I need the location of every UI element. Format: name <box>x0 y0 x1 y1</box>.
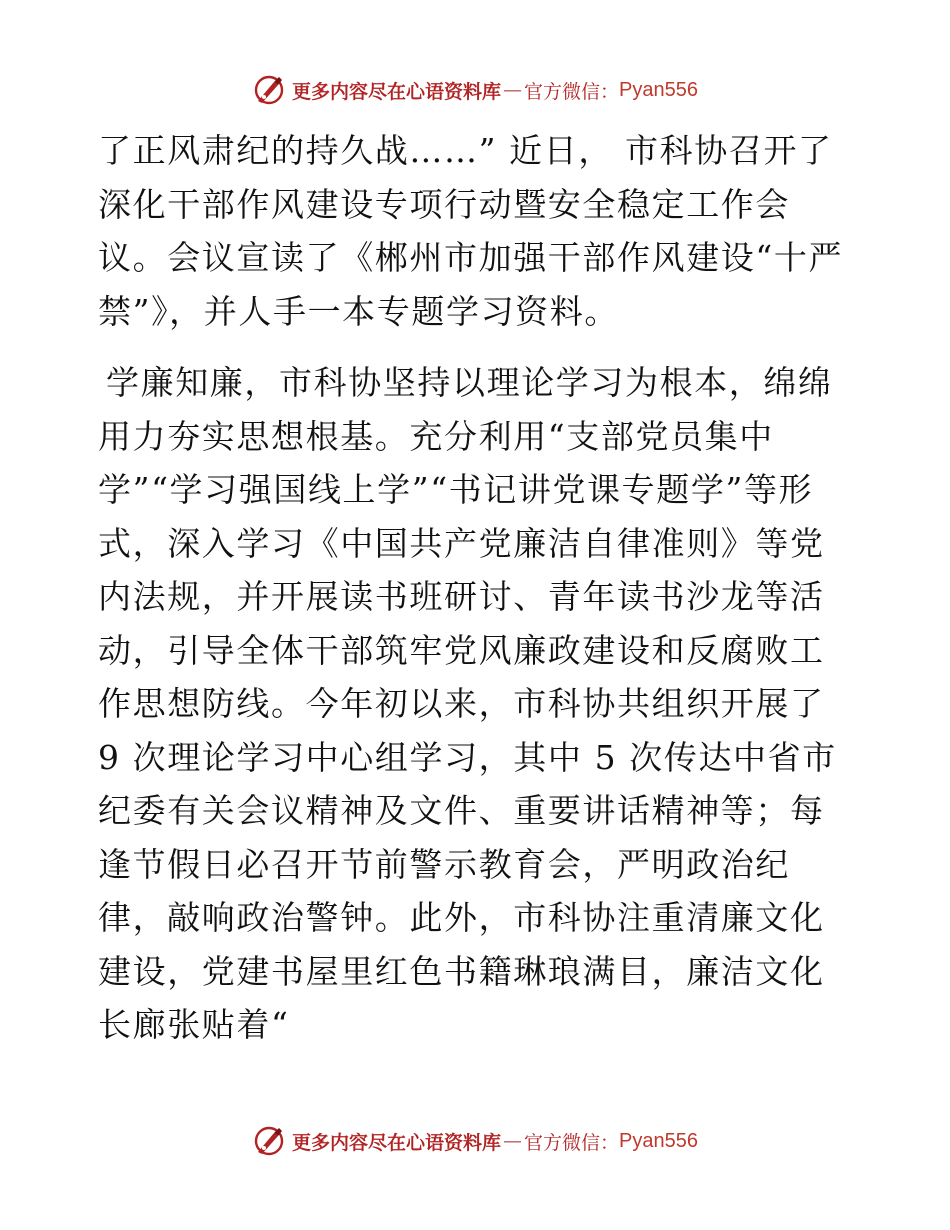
watermark-wechat-label: 官方微信： <box>524 80 620 103</box>
watermark-separator: — <box>503 1130 523 1152</box>
header-watermark <box>0 70 950 110</box>
watermark-wechat-label: 官方微信： <box>524 1131 620 1154</box>
pen-logo-icon <box>252 73 286 107</box>
paragraph-1: 了正风肃纪的持久战……” 近日， 市科协召开了深化干部作风建设专项行动暨安全稳定工作会议。会议宣读了《郴州市加强干部作风建设“十严禁”》，并人手一本专题学习资料。 <box>98 131 844 331</box>
watermark-separator: — <box>503 79 523 101</box>
document-body <box>98 124 850 1052</box>
footer-watermark <box>0 1121 950 1161</box>
watermark-wechat-id: Pyan556 <box>619 78 698 101</box>
watermark-brand: 更多内容尽在心语资料库 <box>292 1131 502 1154</box>
watermark-brand: 更多内容尽在心语资料库 <box>292 80 502 103</box>
watermark-wechat-id: Pyan556 <box>619 1129 698 1152</box>
paragraph-2: 学廉知廉，市科协坚持以理论学习为根本，绵绵用力夯实思想根基。充分利用“支部党员集中学”“学习强国线上学”“书记讲党课专题学”等形式，深入学习《中国共产党廉洁自律准则》等党内法规，并开展读书班研讨、青年读书沙龙等活动，引导全体干部筑牢党风廉政建设和反腐败工作思想防线。今年初以来，市科协共组织开展了 9 次理论学习中心组学习，其中 5 次传达中省市纪委有关会议精神及文件、重要讲话精神等；每逢节假日必召开节前警示教育会，严明政治纪律，敲响政治警钟。此外，市科协注重清廉文化建设，党建书屋里红色书籍琳琅满目，廉洁文化长廊张贴着“ <box>98 363 837 1044</box>
pen-logo-icon <box>252 1124 286 1158</box>
